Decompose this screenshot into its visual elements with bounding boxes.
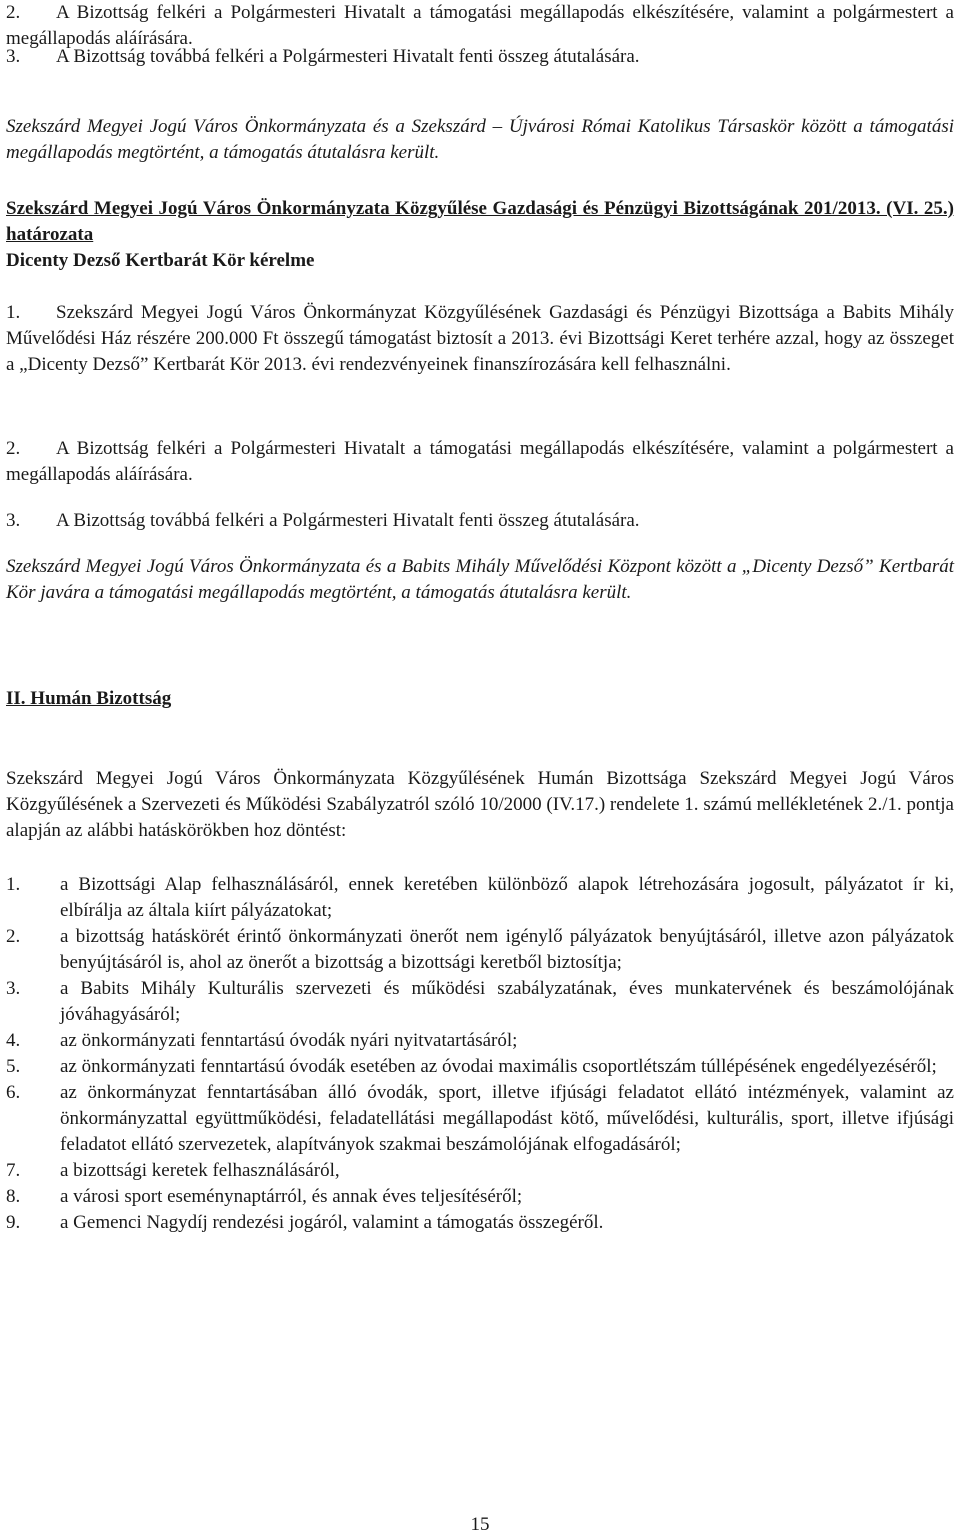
list-item-text: a városi sport eseménynaptárról, és annak éves teljesítéséről; [60,1186,523,1207]
page-number: 15 [470,1514,490,1535]
list-item [6,1210,954,1236]
list-item-text: a Babits Mihály Kulturális szervezeti és működési szabályzatának, éves munkatervének és beszámolójának jóváhagyásáról; [60,978,954,1025]
resolution-item-1 [6,300,954,378]
list-item-text: a Gemenci Nagydíj rendezési jogáról, valamint a támogatás összegéről. [60,1212,604,1233]
top-item-2-number: 2. [6,2,21,23]
list-item-text: a Bizottsági Alap felhasználásáról, ennek keretében különböző alapok létrehozására jogosult, pályázatot ír ki, elbírálja az általa kiírt pályázatokat; [60,874,954,921]
resolution-item-1-text: Szekszárd Megyei Jogú Város Önkormányzat Közgyűlésének Gazdasági és Pénzügyi Bizottsága a Babits Mihály Művelődési Ház részére 200.000 Ft összegű támogatást biztosít a 2013. évi Bizottsági Keret terhére azzal, hogy az összeget a „Dicenty Dezső” Kertbarát Kör 2013. évi rendezvényeinek finanszírozására kell felhasználni. [6,302,954,375]
resolution-item-2-number: 2. [6,438,21,459]
list-item-text: az önkormányzati fenntartású óvodák nyári nyitvatartásáról; [60,1030,518,1051]
resolution-item-2 [6,436,954,488]
resolution-item-3-text: A Bizottság továbbá felkéri a Polgármesteri Hivatalt fenti összeg átutalására. [56,510,640,531]
list-item-text: a bizottsági keretek felhasználásáról, [60,1160,340,1181]
resolution-title: Szekszárd Megyei Jogú Város Önkormányzata Közgyűlése Gazdasági és Pénzügyi Bizottságának 201/2013. (VI. 25.) határozata [6,198,954,245]
section-intro: Szekszárd Megyei Jogú Város Önkormányzata Közgyűlésének Humán Bizottsága Szekszárd Megyei Jogú Város Közgyűlésének a Szervezeti és Működési Szabályzatról szóló 10/2000 (IV.17.) rendelete 1. számú mellékletének 2./1. pontja alapján az alábbi hatáskörökben hoz döntést: [6,768,954,841]
list-item-text: az önkormányzati fenntartású óvodák esetében az óvodai maximális csoportlétszám túllépésének engedélyezéséről; [60,1056,937,1077]
resolution-item-1-number: 1. [6,302,21,323]
resolution-item-3 [6,508,954,534]
top-item-3 [6,44,954,70]
list-item-number: 8. [6,1186,21,1207]
list-item-number: 4. [6,1030,21,1051]
top-item-3-number: 3. [6,46,21,67]
top-item-3-text: A Bizottság továbbá felkéri a Polgármesteri Hivatalt fenti összeg átutalására. [56,46,640,67]
list-item [6,1184,954,1210]
list-item-number: 9. [6,1212,21,1233]
list-item-text: az önkormányzat fenntartásában álló óvodák, sport, illetve ifjúsági feladatot ellátó intézmények, valamint az önkormányzattal együttműködési, feladatellátási megállapodást kötő, művelődési, kulturális, sport, illetve ifjúsági feladatot ellátó szervezetek, alapítványok szakmai beszámolójának elfogadásáról; [60,1082,954,1155]
list-item-number: 3. [6,978,21,999]
list-item-number: 1. [6,874,21,895]
list-item [6,872,954,924]
list-item [6,1080,954,1158]
list-item [6,1054,954,1080]
list-item [6,1028,954,1054]
resolution-item-3-number: 3. [6,510,21,531]
list-item [6,976,954,1028]
resolution-note: Szekszárd Megyei Jogú Város Önkormányzata és a Babits Mihály Művelődési Központ között a „Dicenty Dezső” Kertbarát Kör javára a támogatási megállapodás megtörtént, a támogatás átutalásra került. [6,556,954,603]
list-item-number: 6. [6,1082,21,1103]
resolution-item-2-text: A Bizottság felkéri a Polgármesteri Hivatalt a támogatási megállapodás elkészítésére, valamint a polgármestert a megállapodás aláírására. [6,438,954,485]
list-item [6,924,954,976]
list-item-number: 2. [6,926,21,947]
section-heading: II. Humán Bizottság [6,688,172,709]
top-item-2-text: A Bizottság felkéri a Polgármesteri Hivatalt a támogatási megállapodás elkészítésére, valamint a polgármestert a megállapodás aláírására. [6,2,954,49]
list-item [6,1158,954,1184]
list-item-text: a bizottság hatáskörét érintő önkormányzati önerőt nem igénylő pályázatok benyújtásáról, illetve azon pályázatok benyújtásáról is, ahol az önerőt a bizottság a bizottsági keretből biztosítja; [60,926,954,973]
list-item-number: 7. [6,1160,21,1181]
competence-list [6,872,954,1236]
list-item-number: 5. [6,1056,21,1077]
top-note: Szekszárd Megyei Jogú Város Önkormányzata és a Szekszárd – Újvárosi Római Katolikus Társaskör között a támogatási megállapodás megtörtént, a támogatás átutalásra került. [6,116,954,163]
resolution-subtitle: Dicenty Dezső Kertbarát Kör kérelme [6,250,315,271]
